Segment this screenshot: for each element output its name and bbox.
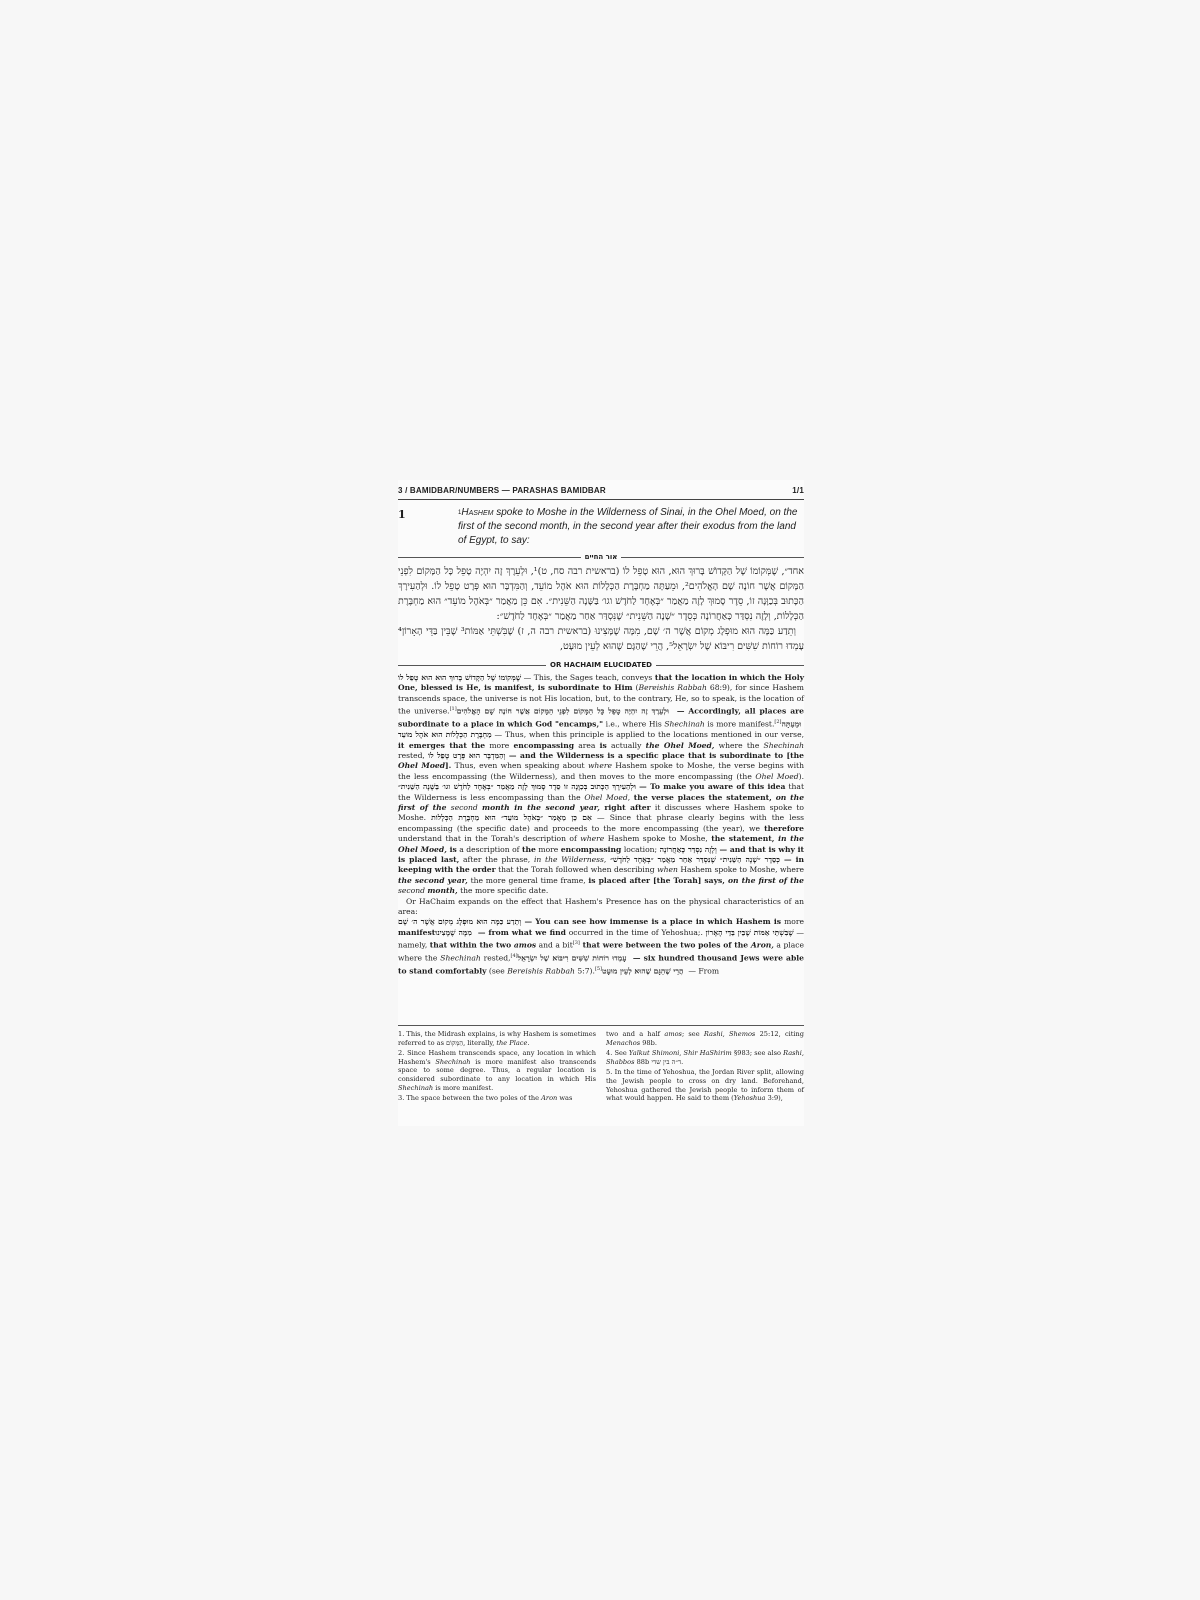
text-run: on the first of the [398,792,805,812]
text-run: , [627,792,634,802]
text-run: where [580,834,605,844]
footnote [606,1049,804,1066]
text-run: was [557,1094,573,1103]
footnote [398,1049,596,1092]
hebrew-lemma: עָמְדוּ רוֹחוֹת שִׁשִּׁים רִיבּוֹא שֶׁל יִשְׂרָאֵל [517,953,630,963]
text-run: more [535,844,561,854]
text-run: the [522,844,536,854]
text-run: the Place [496,1038,528,1047]
hebrew-lemma: וְהַמִּדְבָּר הוּא פְּרָט טָפֵל לוֹ [428,750,506,760]
text-run: the Ohel Moed, [645,740,715,750]
footnote-ref[interactable]: [4] [510,953,518,960]
elucidation-paragraph: Or HaChaim expands on the effect that Hashem's Presence has on the physical characteristics of an area: [398,896,804,916]
text-run: §983; see also [731,1049,784,1058]
text-run: — namely, [398,927,805,950]
running-head-title: 3 / BAMIDBAR/NUMBERS — PARASHAS BAMIDBAR [398,486,606,495]
footnote [606,1068,804,1102]
text-run: — and the Wilderness is a specific place that is subordinate to [the [505,750,804,760]
text-run: Bereishis Rabbah [507,966,575,976]
footnote [398,1094,596,1103]
text-run: Shechinah [763,740,804,750]
text-run: a description of [456,844,522,854]
text-run: amos [664,1030,682,1038]
text-run: is more manifest. [433,1083,494,1092]
text-run: area [574,740,600,750]
text-run: manifest [398,927,436,937]
text-run: Shechinah [435,1057,471,1066]
text-run: , [603,854,611,864]
text-run: that within the two [429,940,514,950]
text-run: — and that is why it is placed last, [398,844,804,864]
text-run: Thus, even when speaking about [451,761,588,771]
hebrew-lemma: וְלָזֶה נִסְדַּר כָּאַחֲרוֹנָה [659,844,717,854]
text-run: Ohel Moed [584,792,628,802]
text-run: where the [714,740,764,750]
text-run: (see [486,966,508,976]
text-run: — This, the Sages teach, conveys [521,673,655,682]
text-run: more [485,740,514,750]
text-run: more [781,917,804,927]
text-run: 68:9), for since Hashem transcends space, the universe is not His location, but, to the contrary, He, so to speak, is the location of the universe. [398,683,804,716]
text-run: ). [798,771,804,781]
text-run: location; [621,844,660,854]
hebrew-paragraph: אחד״, שֶׁמְּקוֹמוֹ שֶׁל הַקָּדוֹשׁ בָּרוּךְ הוּא, הוּא טָפֵל לוֹ (בראשית רבה סח, ט)¹, וּלְעֵרֶךְ זֶה יִהְיֶה טָפֵל כָּל הַמָּקוֹם לִפְנֵי הַמָּקוֹם אֲשֶׁר חוֹנֶה שָׁם הָאֱלֹהִים², וּמֵעַתָּה מַחְבֶּרֶת הַכְּלָלוֹת הוּא אֹהֶל מוֹעֵד, וְהַמִּדְבָּר הוּא פְּרָט טָפֵל לוֹ. וּלְהַעִירָךְ הַכָּתוּב בְּכַוָּנָה זוֹ, סֵדֶר סָמוּךְ לָזֶה מַאֲמַר ״בְּאֶחָד לַחֹדֶשׁ וגו׳ בַּשָּׁנָה הַשֵּׁנִית״. אִם כֵּן מַאֲמַר ״בְּאֹהֶל מוֹעֵד״ הוּא מַחְבֶּרֶת הַכְּלָלוֹת, וְלָזֶה נִסְדַּר כָּאַחֲרוֹנָה כְּסֵדֶר ״שָׁנָה הַשֵּׁנִית״ שֶׁנִּסְדַּר אַחַר מַאֲמַר ״בְּאֶחָד לַחֹדֶשׁ״: [398,566,805,622]
text-run: where [587,761,612,771]
section-header-elucidated [398,660,804,670]
text-run: second [398,886,428,896]
text-run: — Accordingly, all places are subordinate to a place in which God "encamps," [398,706,805,729]
verse-translation [458,506,804,548]
book-page [398,480,804,1126]
text-run: a place where the [398,940,805,963]
footnote-column [606,1030,804,1105]
footnote-ref[interactable]: [2] [774,719,782,726]
text-run: — From [685,966,720,976]
text-run: it emerges that the [398,740,486,750]
hebrew-lemma: וּמֵעַתָּה מַחְבֶּרֶת הַכְּלָלוֹת הוּא אֹהֶל מוֹעֵד [398,719,804,740]
text-run: that the Wilderness is less encompassing than the [398,782,804,802]
text-run: — To make you aware of this idea [635,782,786,792]
section-title-hebrew: אור החיים [584,553,618,561]
text-run: Ohel Moed [755,771,799,781]
text-run: month in the second year, [482,802,600,812]
hebrew-lemma: וְתֵדַע כַּמָּה הוּא מוּפְלָג מְקוֹם אֲשֶׁר ה׳ שָׁם [398,917,522,927]
text-run: Aron [541,1094,558,1103]
text-run: Aron, [750,940,774,950]
text-run: two and a half [606,1030,665,1038]
text-run: — six hundred thousand Jews were able to stand comfortably [398,953,804,976]
text-run: rested, [398,750,429,760]
text-run: 5. In the time of Yehoshua, the Jordan River split, allowing the Jewish people to cross on dry land. Beforehand, Yehoshua gathered the Jewish people to inform them of what would happen. He said to them ( [606,1068,804,1103]
hebrew-lemma: אִם כֵּן מַאֲמַר ״בְּאֹהֶל מוֹעֵד״ הוּא מַחְבֶּרֶת הַכְּלָלוֹת [431,813,592,823]
text-run: Shechinah [440,953,481,963]
text-run: — Since that phrase clearly begins with the less encompassing (the specific date) and proceeds to the more encompassing (the year), we [398,813,804,833]
text-run: occurred in the time of Yehoshua;. [565,927,706,937]
running-head [398,486,804,498]
hebrew-lemma: שֶׁבִּשְׁתֵּי אַמּוֹת שֶׁבֵּין בַּדֵּי הָאָרוֹן [705,927,794,937]
text-run: 88b ד״ה בין שדי. [634,1057,684,1066]
text-run: the more general time frame, [467,875,589,885]
footnote [606,1030,804,1047]
hebrew-paragraph: וְתֵדַע כַּמָּה הוּא מוּפְלָג מְקוֹם אֲשֶׁר ה׳ שָׁם, מִמָּה שֶׁמָּצִינוּ (בראשית רבה ה, ז) שֶׁבִּשְׁתֵּי אַמּוֹת³ שֶׁבֵּין בַּדֵּי הָאָרוֹן⁴ עָמְדוּ רוֹחוֹת שִׁשִּׁים רִיבּוֹא שֶׁל יִשְׂרָאֵל⁵, הֲרֵי שֶׁהַגָּם שֶׁהוּא לְעֵין מוּעָט, [398,626,804,652]
text-run: after the phrase, [459,854,534,864]
elucidation-text [398,673,804,977]
text-run: , literally, [463,1038,497,1047]
text-run: it discusses where Hashem spoke to Moshe. [398,802,804,823]
footnotes [398,1030,804,1105]
text-run: in the Ohel Moed, [398,834,805,854]
footnote [398,1030,596,1047]
text-run: that the Torah followed when describing [495,865,658,875]
elucidation-paragraph [398,917,804,977]
elucidation-paragraph [398,673,804,897]
text-run: — Thus, when this principle is applied to the locations mentioned in our verse, [491,730,804,740]
text-run: Hashem spoke to Moshe, [604,834,712,844]
footnote-ref[interactable]: [1] [449,706,457,713]
text-run: הַמָּקוֹם [446,1038,464,1047]
text-run: second [446,802,483,812]
text-run: 98b. [640,1038,657,1047]
text-run: ( [632,683,639,693]
text-run: 2. Since Hashem transcends space, any location in which Hashem's [398,1049,596,1066]
text-run: ]. [445,761,452,771]
text-run: month, [427,886,458,896]
text-run: — You can see how immense is a place in which Hashem is [521,917,782,927]
text-run: the more specific date. [457,886,549,896]
text-run: that were between the two poles of the [579,940,751,950]
text-run: — in keeping with the order [398,854,805,875]
text-run: right after [599,802,651,812]
text-run: 1. This, the Midrash explains, is why Hashem is sometimes referred to as [398,1030,596,1047]
hebrew-commentary [398,564,804,654]
verse-text: spoke to Moshe in the Wilderness of Sinai, in the Ohel Moed, on the first of the second month, in the second year after their exodus from the land of Egypt, to say: [458,507,798,546]
text-run: is more manifest also transcends space to some degree. Thus, a regular location is considered subordinate to any location in which His [398,1057,596,1083]
hebrew-lemma: וּלְהַעִירָךְ הַכָּתוּב בְּכַוָּנָה זוֹ סֵדֶר סָמוּךְ לָזֶה מַאֲמַר ״בְּאֶחָד לַחֹדֶשׁ וגו׳ בַּשָּׁנָה הַשֵּׁנִית״ [398,782,636,792]
text-run: rested, [480,953,511,963]
text-run: 5:7). [574,966,595,976]
text-run: 3:9), [765,1094,783,1103]
text-run: is [599,740,607,750]
text-run: and a bit [536,940,573,950]
text-run: is placed after [the Torah] says, [588,875,728,885]
hebrew-lemma: שֶׁמְּקוֹמוֹ שֶׁל הַקָּדוֹשׁ בָּרוּךְ הוּא הוּא טָפֵל לוֹ [398,673,522,682]
footnote-ref[interactable]: [5] [594,966,603,973]
text-run: the verse places the statement, [633,792,776,802]
text-run: Menachos [606,1038,641,1047]
verse-hashem: Hashem [461,507,494,518]
text-run: the second year, [398,875,468,885]
text-run: the statement, [711,834,779,844]
text-run: 25:12, citing [755,1030,804,1038]
text-run: that the location in which the Holy One, blessed is He, is manifest, is subordinate to Him [398,673,805,693]
hebrew-lemma: כְּסֵדֶר ״שָׁנָה הַשֵּׁנִית״ שֶׁנִּסְדַּר אַחַר מַאֲמַר ״בְּאֶחָד לַחֹדֶשׁ״ [610,854,781,864]
text-run: Hashem spoke to Moshe, where [677,865,804,875]
text-run: actually [606,740,646,750]
text-run: 4. See [606,1049,629,1058]
section-header-hebrew [398,552,804,562]
text-run: is [446,844,457,854]
text-run: Rashi, Shemos [703,1030,756,1038]
text-run: when [657,865,678,875]
text-run: Bereishis Rabbah [638,683,707,693]
hebrew-lemma: וּלְעֵרֶךְ זֶה יִהְיֶה טָפֵל כָּל הַמָּקוֹם לִפְנֵי הַמָּקוֹם אֲשֶׁר חוֹנֶה שָׁם הָאֱלֹהִים [456,706,673,716]
text-run: encompassing [513,740,575,750]
footnote-column [398,1030,596,1105]
text-run: Hashem spoke to Moshe, the verse begins with the less encompassing (the Wilderness), and then moves to the more encompassing (the [398,761,804,781]
text-run: Shechinah [398,1083,434,1092]
text-run: is more manifest. [704,719,775,729]
text-run: 3. The space between the two poles of the [398,1094,542,1103]
text-run: i.e., where His [603,719,665,729]
text-run: in the Wilderness [533,854,604,864]
text-run: encompassing [560,844,622,854]
text-run: Ohel Moed [398,761,446,771]
text-run: . [527,1038,530,1047]
chapter-number: 1 [398,508,406,521]
footnote-rule [398,1025,804,1026]
running-head-page: 1/1 [792,486,804,495]
text-run: — from what we find [474,927,566,937]
header-rule [398,499,804,500]
text-run: therefore [764,823,804,833]
text-run: Rashi, Shabbos [606,1049,804,1066]
footnote-ref[interactable]: [3] [572,940,580,947]
text-run: Yehoshua [733,1094,766,1103]
text-run: Yalkut Shimoni, Shir HaShirim [628,1049,732,1058]
hebrew-lemma: מִמָּה שֶׁמָּצִינוּ [435,927,475,937]
text-run: understand that in the Torah's description of [398,834,581,844]
verse-number: 1 [458,510,462,516]
text-run: Shechinah [664,719,705,729]
hebrew-lemma: הֲרֵי שֶׁהַגָּם שֶׁהוּא לְעֵין מוּעָט [602,966,686,976]
section-title-elucidated: OR HACHAIM ELUCIDATED [550,661,652,669]
text-run: amos [513,940,537,950]
text-run: on the first of the [727,875,804,885]
text-run: ; see [681,1030,704,1038]
